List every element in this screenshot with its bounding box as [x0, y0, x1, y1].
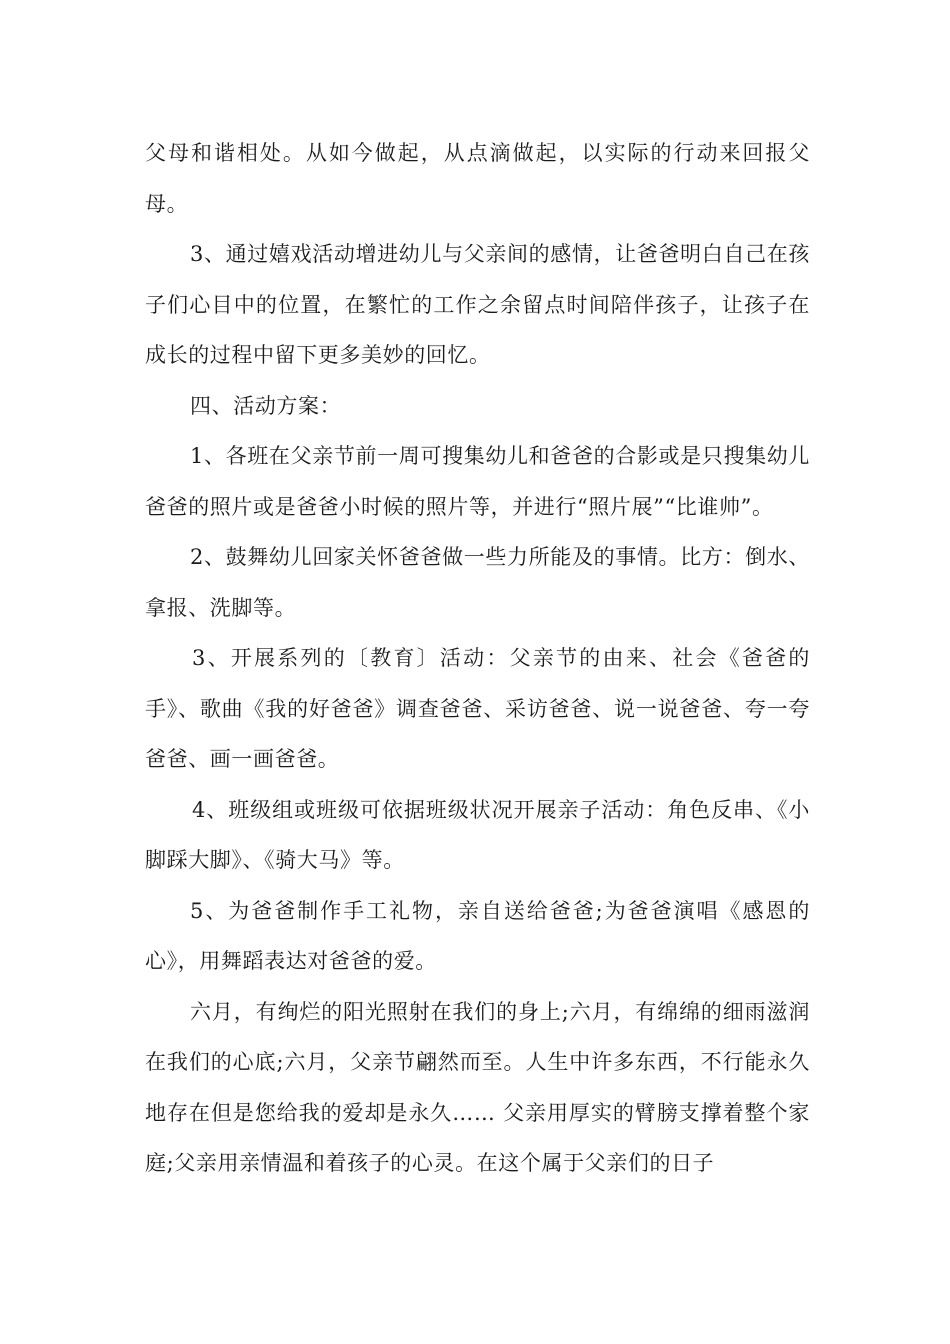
paragraph-goal-3: 3、通过嬉戏活动增进幼儿与父亲间的感情，让爸爸明白自己在孩子们心目中的位置，在繁忙的工作之余留点时间陪伴孩子，让孩子在成长的过程中留下更多美妙的回忆。 [145, 242, 810, 367]
section-heading-activity-plan: 四、活动方案： [190, 393, 342, 418]
paragraph-continuation: 父母和谐相处。从如今做起，从点滴做起，以实际的行动来回报父母。 [145, 141, 810, 216]
paragraph-plan-5: 5、为爸爸制作手工礼物，亲自送给爸爸;为爸爸演唱《感恩的心》，用舞蹈表达对爸爸的爱。 [145, 898, 810, 973]
document-body [145, 128, 810, 1189]
paragraph-plan-3: 3、开展系列的〔教育〕活动：父亲节的由来、社会《爸爸的手》、歌曲《我的好爸爸》调查爸爸、采访爸爸、说一说爸爸、夸一夸爸爸、画一画爸爸。 [145, 646, 810, 771]
paragraph-plan-1: 1、各班在父亲节前一周可搜集幼儿和爸爸的合影或是只搜集幼儿爸爸的照片或是爸爸小时候的照片等，并进行“照片展”“比谁帅”。 [145, 444, 810, 519]
paragraph-plan-2: 2、鼓舞幼儿回家关怀爸爸做一些力所能及的事情。比方：倒水、拿报、洗脚等。 [145, 545, 810, 620]
paragraph-june: 六月，有绚烂的阳光照射在我们的身上;六月，有绵绵的细雨滋润在我们的心底;六月，父亲节翩然而至。人生中许多东西，不行能永久地存在但是您给我的爱却是永久…… 父亲用厚实的臂膀支撑着整个家庭;父亲用亲情温和着孩子的心灵。在这个属于父亲们的日子 [145, 999, 810, 1175]
paragraph-plan-4: 4、班级组或班级可依据班级状况开展亲子活动：角色反串、《小脚踩大脚》、《骑大马》等。 [145, 797, 810, 872]
